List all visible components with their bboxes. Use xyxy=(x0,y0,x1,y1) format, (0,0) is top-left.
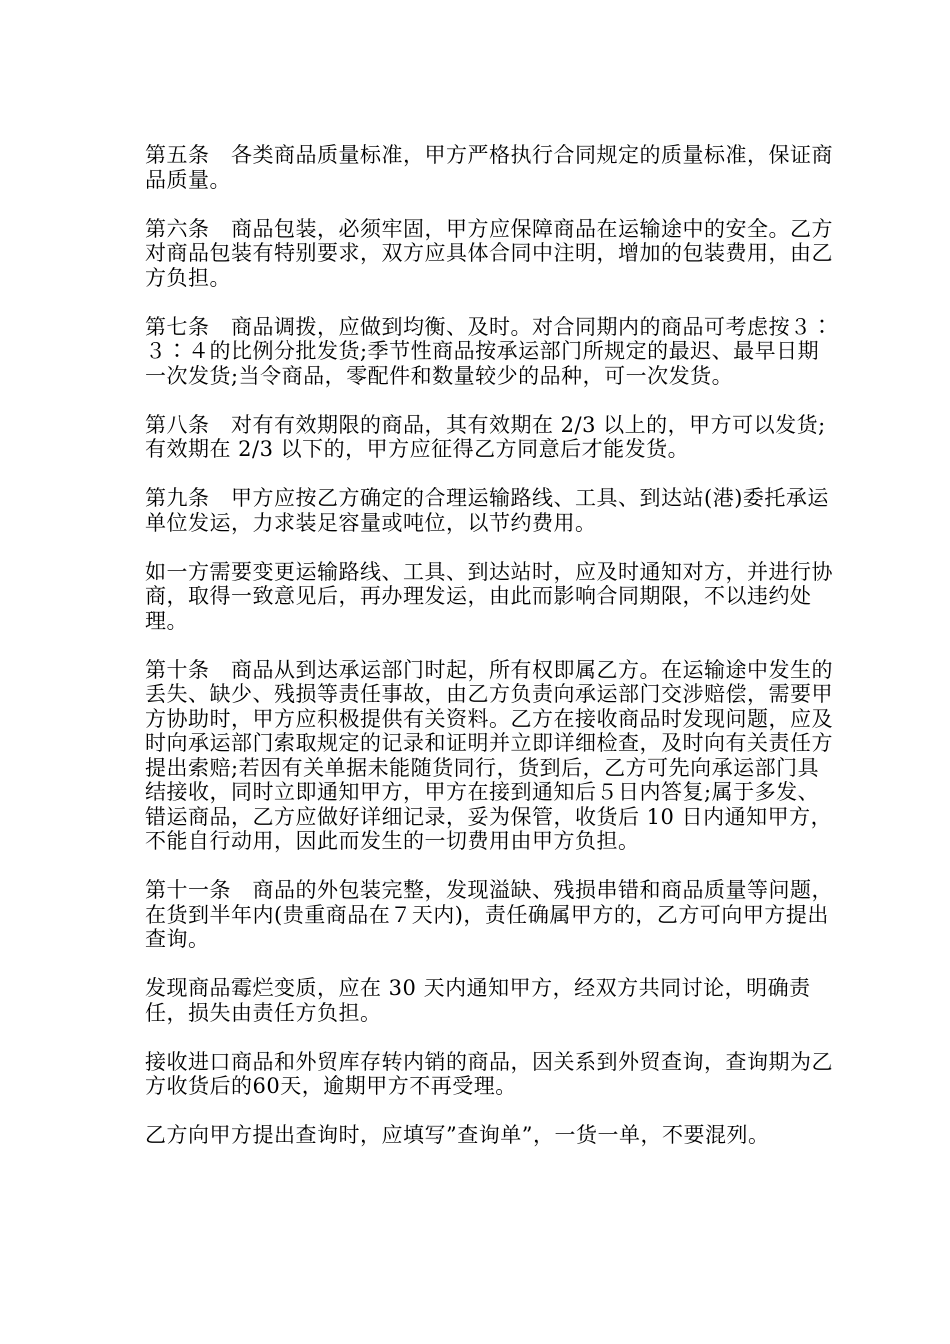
clause-11-import: 接收进口商品和外贸库存转内销的商品，因关系到外贸查询，查询期为乙方收货后的60天，逾期甲方不再受理。 xyxy=(145,1049,833,1098)
clause-8: 第八条 对有有效期限的商品，其有效期在 2/3 以上的，甲方可以发货;有效期在 2/3 以下的，甲方应征得乙方同意后才能发货。 xyxy=(145,412,826,461)
clause-11-mould: 发现商品霉烂变质，应在 30 天内通知甲方，经双方共同讨论，明确责任，损失由责任方负担。 xyxy=(145,976,811,1025)
clause-5: 第五条 各类商品质量标准，甲方严格执行合同规定的质量标准，保证商品质量。 xyxy=(145,143,833,192)
clause-11: 第十一条 商品的外包装完整，发现溢缺、残损串错和商品质量等问题，在货到半年内(贵重商品在７天内)，责任确属甲方的，乙方可向甲方提出查询。 xyxy=(145,878,833,951)
clause-9-continued: 如一方需要变更运输路线、工具、到达站时，应及时通知对方，并进行协商，取得一致意见后，再办理发运，由此而影响合同期限，不以违约处理。 xyxy=(145,559,833,633)
document-page xyxy=(145,143,835,1172)
clause-10: 第十条 商品从到达承运部门时起，所有权即属乙方。在运输途中发生的丢失、缺少、残损等责任事故，由乙方负责向承运部门交涉赔偿，需要甲方协助时，甲方应积极提供有关资料。乙方在接收商品时发现问题，应及时向承运部门索取规定的记录和证明并立即详细检查，及时向有关责任方提出索赔;若因有关单据未能随货同行，货到后，乙方可先向承运部门具结接收，同时立即通知甲方，甲方在接到通知后５日内答复;属于多发、错运商品，乙方应做好详细记录，妥为保管，收货后 10 日内通知甲方，不能自行动用，因此而发生的一切费用由甲方负担。 xyxy=(145,657,833,853)
clause-11-query-form: 乙方向甲方提出查询时，应填写”查询单”，一货一单，不要混列。 xyxy=(145,1123,770,1147)
clause-6: 第六条 商品包装，必须牢固，甲方应保障商品在运输途中的安全。乙方对商品包装有特别要求，双方应具体合同中注明，增加的包装费用，由乙方负担。 xyxy=(145,216,833,290)
clause-9: 第九条 甲方应按乙方确定的合理运输路线、工具、到达站(港)委托承运单位发运，力求装足容量或吨位，以节约费用。 xyxy=(145,486,829,535)
clause-7: 第七条 商品调拨，应做到均衡、及时。对合同期内的商品可考虑按３∶３∶４的比例分批发货;季节性商品按承运部门所规定的最迟、最早日期一次发货;当令商品，零配件和数量较少的品种，可一次发货。 xyxy=(145,314,833,388)
